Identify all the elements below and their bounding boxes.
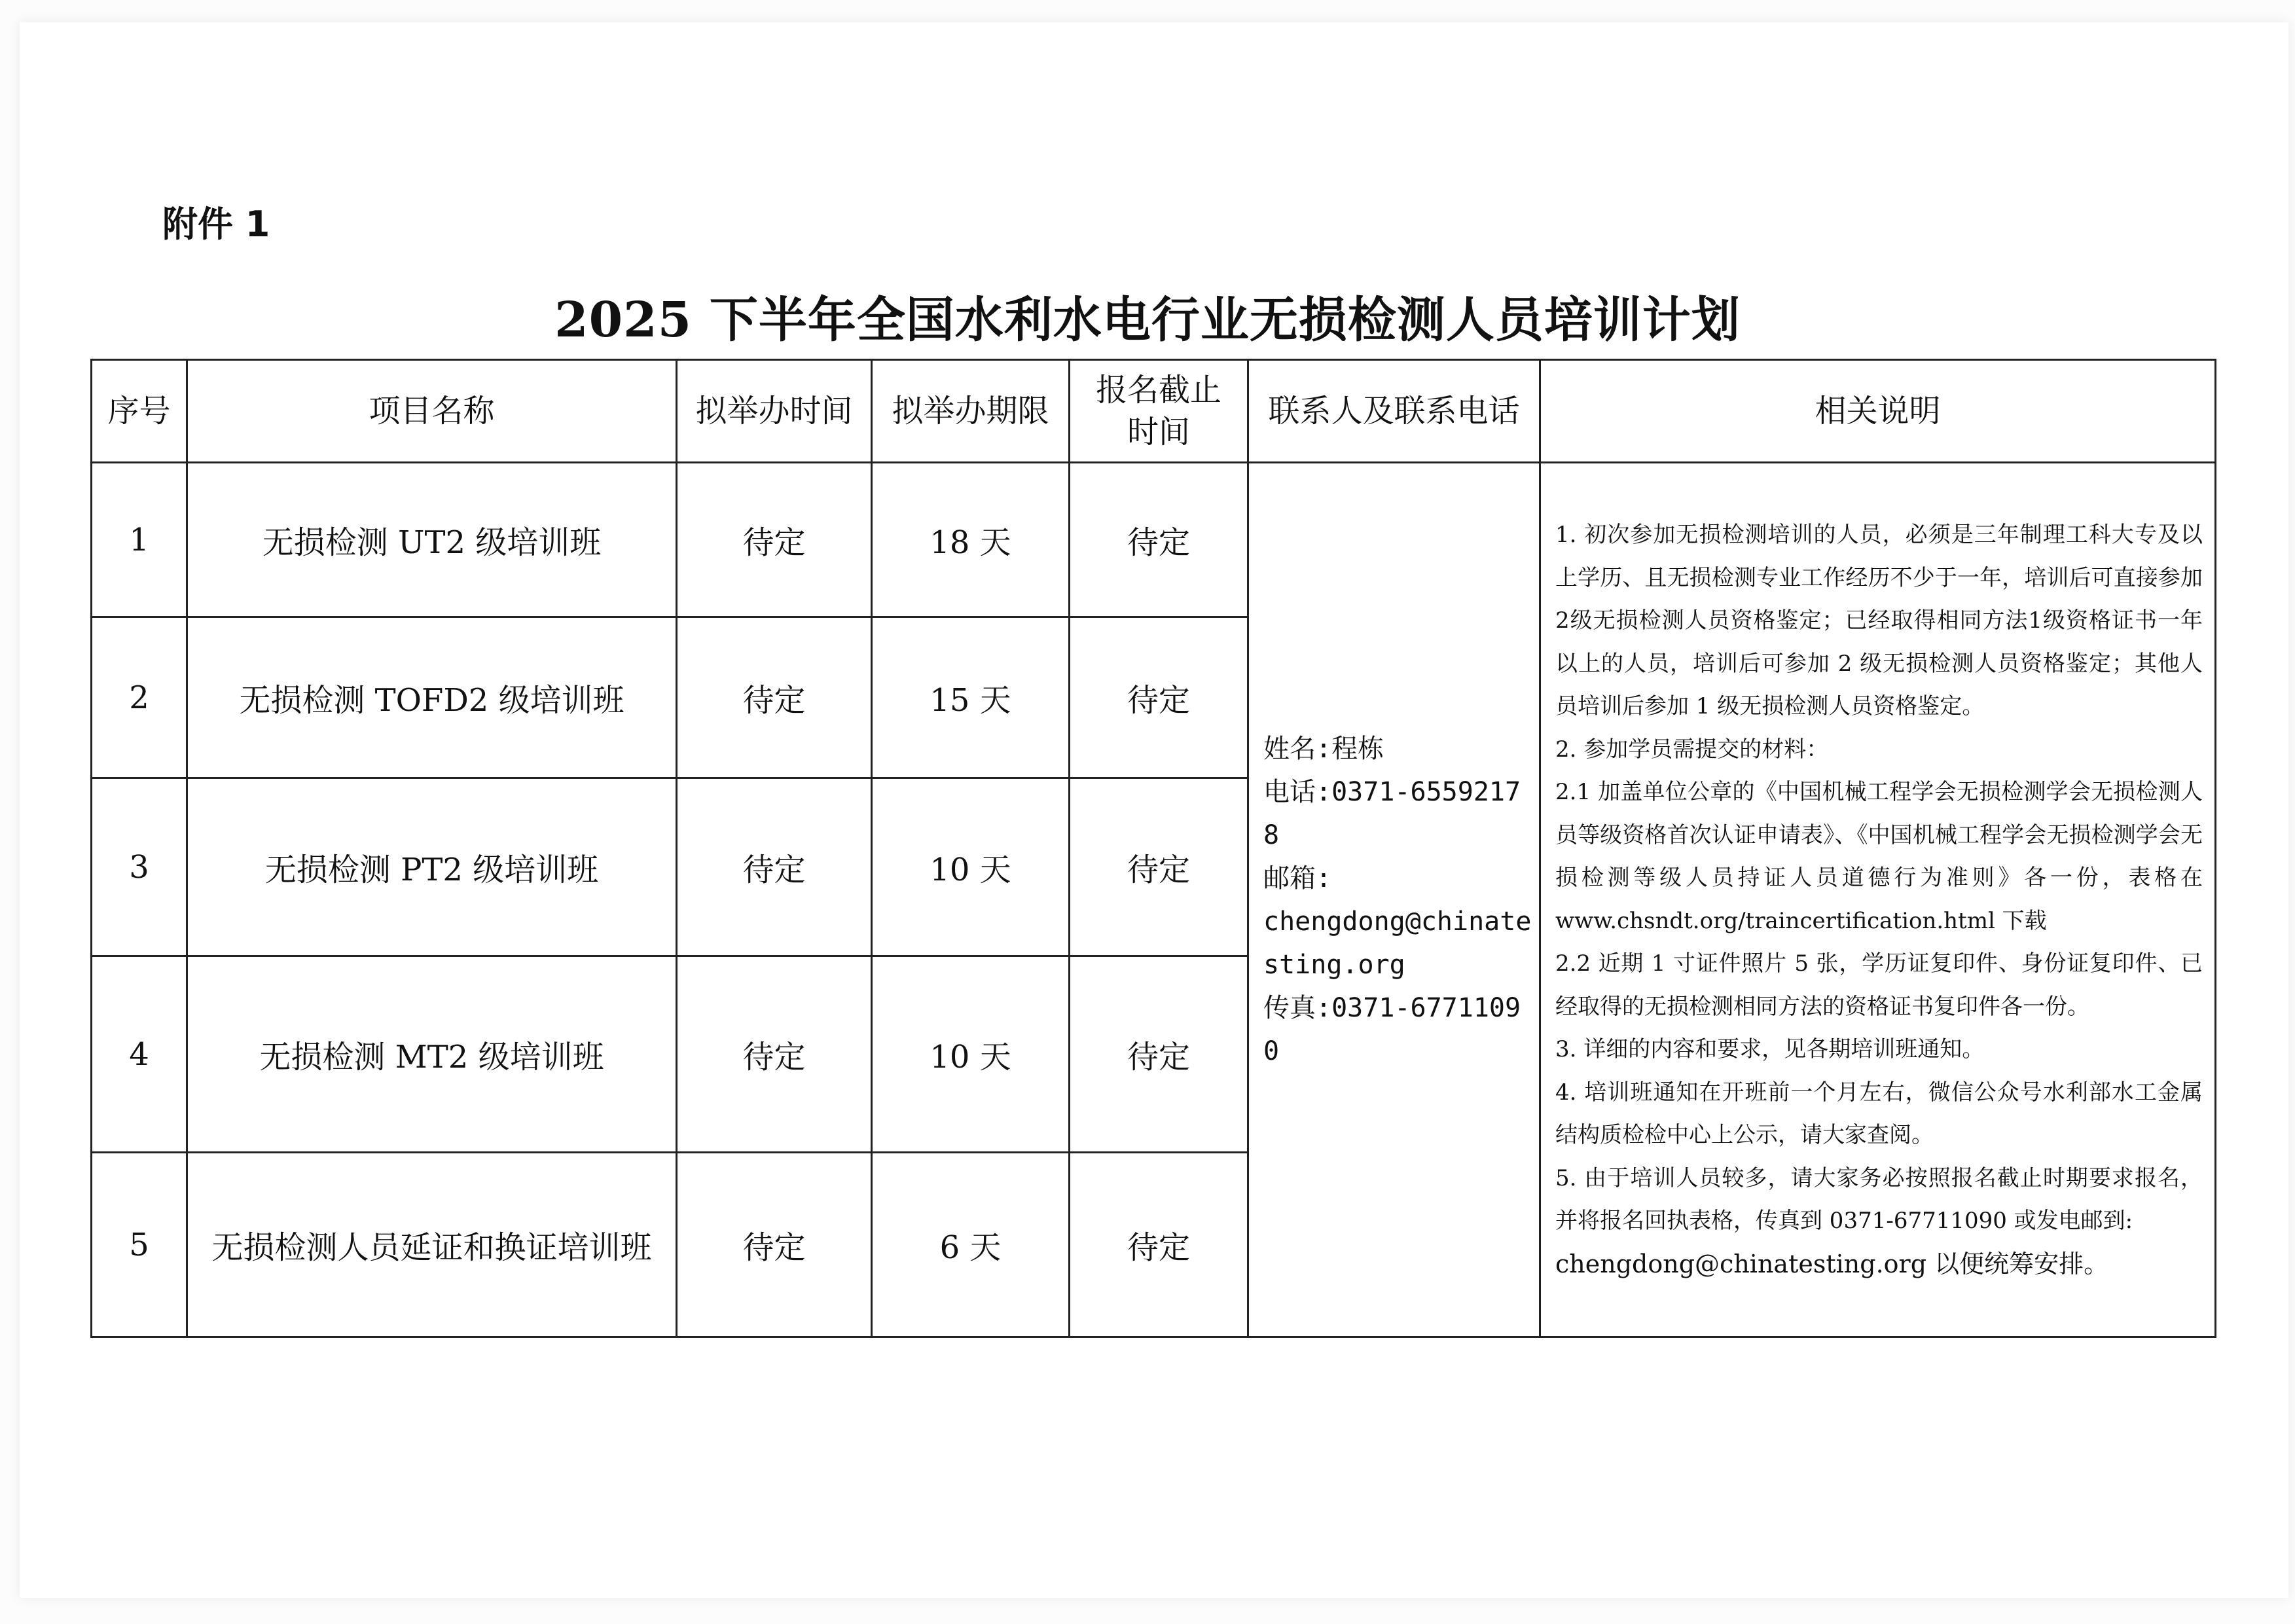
contact-name: 姓名:程栋 (1263, 733, 1384, 764)
cell-project: 无损检测 TOFD2 级培训班 (187, 617, 677, 778)
cell-project: 无损检测 PT2 级培训班 (187, 778, 677, 956)
cell-project: 无损检测 MT2 级培训班 (187, 956, 677, 1153)
training-plan-table (90, 359, 2216, 1338)
document-title: 2025 下半年全国水利水电行业无损检测人员培训计划 (554, 292, 1741, 348)
header-deadline-line1: 报名截止 (1095, 372, 1221, 408)
cell-index: 1 (92, 463, 187, 617)
note-item: 2. 参加学员需提交的材料： (1555, 736, 1829, 763)
cell-index: 3 (92, 778, 187, 956)
header-contact: 联系人及联系电话 (1248, 360, 1540, 463)
header-project: 项目名称 (187, 360, 677, 463)
cell-deadline: 待定 (1070, 617, 1248, 778)
contact-fax: 传真:0371-67711090 (1263, 992, 1521, 1066)
note-item: chengdong@chinatesting.org 以便统筹安排。 (1555, 1249, 2109, 1278)
note-item: 2.2 近期 1 寸证件照片 5 张，学历证复印件、身份证复印件、已经取得的无损检测相同方法的资格证书复印件各一份。 (1555, 950, 2203, 1020)
attachment-label: 附件 1 (162, 204, 270, 245)
cell-index: 2 (92, 617, 187, 778)
cell-time: 待定 (677, 617, 872, 778)
cell-time: 待定 (677, 956, 872, 1153)
header-deadline (1070, 360, 1248, 463)
note-item: 5. 由于培训人员较多，请大家务必按照报名截止时期要求报名，并将报名回执表格，传真到 0371-67711090 或发电邮到: (1555, 1164, 2203, 1234)
cell-project: 无损检测 UT2 级培训班 (187, 463, 677, 617)
header-deadline-line2: 时间 (1127, 414, 1190, 450)
cell-time: 待定 (677, 1153, 872, 1337)
cell-deadline: 待定 (1070, 463, 1248, 617)
notes-cell (1540, 463, 2216, 1337)
table-row (92, 463, 2216, 617)
cell-duration: 15 天 (872, 617, 1070, 778)
note-item: 2.1 加盖单位公章的《中国机械工程学会无损检测学会无损检测人员等级资格首次认证申请表》、《中国机械工程学会无损检测学会无损检测等级人员持证人员道德行为准则》各一份，表格在 www.chsndt.org/traincertification.html 下载 (1555, 779, 2203, 934)
note-item: 1. 初次参加无损检测培训的人员，必须是三年制理工科大专及以上学历、且无损检测专业工作经历不少于一年，培训后可直接参加2级无损检测人员资格鉴定；已经取得相同方法1级资格证书一年以上的人员，培训后可参加 2 级无损检测人员资格鉴定；其他人员培训后参加 1 级无损检测人员资格鉴定。 (1555, 522, 2203, 719)
cell-duration: 10 天 (872, 956, 1070, 1153)
cell-time: 待定 (677, 778, 872, 956)
cell-index: 4 (92, 956, 187, 1153)
contact-email-label: 邮箱: (1263, 863, 1332, 893)
header-duration: 拟举办期限 (872, 360, 1070, 463)
cell-duration: 10 天 (872, 778, 1070, 956)
note-item: 4. 培训班通知在开班前一个月左右，微信公众号水利部水工金属结构质检检中心上公示，请大家查阅。 (1555, 1079, 2203, 1148)
cell-duration: 6 天 (872, 1153, 1070, 1337)
table-header-row (92, 360, 2216, 463)
cell-time: 待定 (677, 463, 872, 617)
cell-deadline: 待定 (1070, 1153, 1248, 1337)
header-time: 拟举办时间 (677, 360, 872, 463)
contact-cell (1248, 463, 1540, 1337)
cell-project: 无损检测人员延证和换证培训班 (187, 1153, 677, 1337)
contact-phone: 电话:0371-65592178 (1263, 776, 1521, 850)
header-notes: 相关说明 (1540, 360, 2216, 463)
contact-email: chengdong@chinatesting.org (1263, 906, 1532, 980)
cell-deadline: 待定 (1070, 778, 1248, 956)
cell-duration: 18 天 (872, 463, 1070, 617)
header-index: 序号 (92, 360, 187, 463)
cell-deadline: 待定 (1070, 956, 1248, 1153)
note-item: 3. 详细的内容和要求，见各期培训班通知。 (1555, 1036, 1985, 1062)
cell-index: 5 (92, 1153, 187, 1337)
